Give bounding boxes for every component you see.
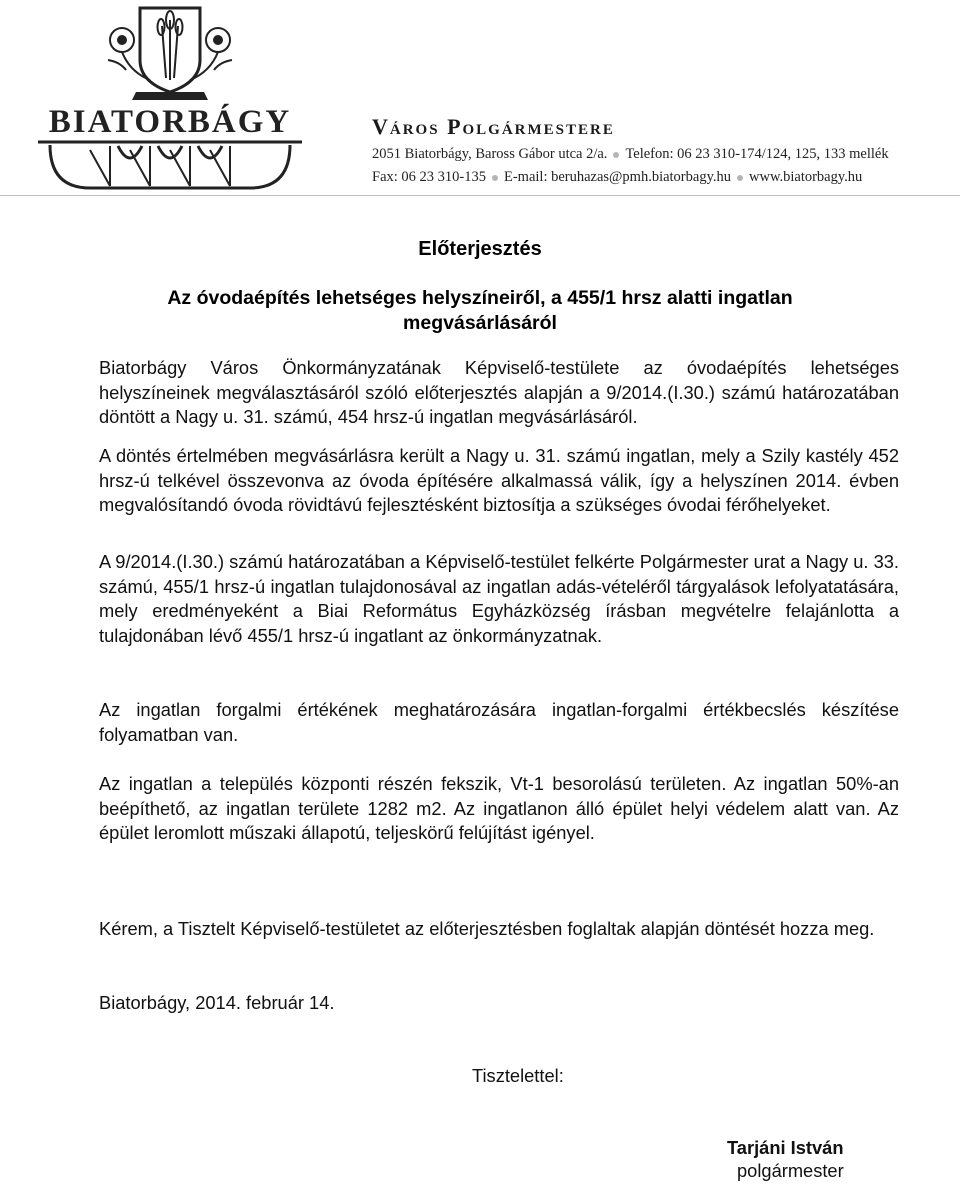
paragraph-valuation: Az ingatlan forgalmi értékének meghatározására ingatlan-forgalmi értékbecslés készítése folyamatban van. bbox=[99, 699, 899, 745]
contact-line-address bbox=[372, 146, 889, 163]
contact-line-fax bbox=[372, 169, 862, 186]
signer-title: polgármester bbox=[737, 1160, 844, 1181]
header-divider bbox=[0, 195, 960, 196]
city-logo bbox=[30, 0, 310, 195]
separator-dot-icon bbox=[613, 152, 619, 158]
document-date: Biatorbágy, 2014. február 14. bbox=[99, 992, 335, 1013]
coat-of-arms-icon bbox=[30, 0, 310, 195]
closing-text: Tisztelettel: bbox=[472, 1065, 564, 1086]
document-subtitle: Az óvodaépítés lehetséges helyszíneiről, a 455/1 hrsz alatti ingatlan megvásárlásáról bbox=[167, 287, 793, 334]
phone-text: Telefon: 06 23 310-174/124, 125, 133 mellék bbox=[625, 146, 889, 162]
fax-text: Fax: 06 23 310-135 bbox=[372, 169, 486, 185]
paragraph-negotiation: A 9/2014.(I.30.) számú határozatában a Képviselő-testület felkérte Polgármester urat a Nagy u. 33. számú, 455/1 hrsz-ú ingatlan tulajdonosával az ingatlan adás-vételéről tárgyalások lefolyatatására, mely eredményeként a Biai Református Egyházközség írásban megvételre felajánlotta a tulajdonában lévő 455/1 hrsz-ú ingatlant az önkormányzatnak. bbox=[99, 551, 899, 646]
document-title: Előterjesztés bbox=[418, 238, 542, 260]
signer-name: Tarjáni István bbox=[727, 1137, 844, 1158]
address-text: 2051 Biatorbágy, Baross Gábor utca 2/a. bbox=[372, 146, 608, 162]
email-link[interactable]: E-mail: beruhazas@pmh.biatorbagy.hu bbox=[503, 169, 732, 185]
separator-dot-icon bbox=[492, 175, 498, 181]
paragraph-purchase: A döntés értelmében megvásárlásra került a Nagy u. 31. számú ingatlan, mely a Szily kastély 452 hrsz-ú telkével összevonva az óvoda építésére alkalmassá válik, így a helyszínen 2014. évben megvalósítandó óvoda rövidtávú fejlesztésként biztosítja a szükséges óvodai férőhelyeket. bbox=[99, 445, 899, 515]
paragraph-property: Az ingatlan a település központi részén fekszik, Vt-1 besorolású területen. Az ingatlan 50%-an beépíthető, az ingatlan területe 1282 m2. Az ingatlanon álló épület helyi védelem alatt van. Az épület leromlott műszaki állapotú, teljeskörű felújítást igényel. bbox=[99, 773, 899, 843]
separator-dot-icon bbox=[737, 175, 743, 181]
paragraph-request: Kérem, a Tisztelt Képviselő-testületet az előterjesztésben foglaltak alapján döntését hozza meg. bbox=[99, 918, 875, 939]
website-link[interactable]: www.biatorbagy.hu bbox=[749, 169, 863, 185]
paragraph-decision: Biatorbágy Város Önkormányzatának Képviselő-testülete az óvodaépítés lehetséges helyszíneinek megválasztásáról szóló előterjesztés alapján a 9/2014.(I.30.) számú határozatában döntött a Nagy u. 31. számú, 454 hrsz-ú ingatlan megvásárlásáról. bbox=[99, 357, 899, 427]
logo-wordmark: BIATORBÁGY bbox=[48, 104, 292, 140]
office-title: Város Polgármestere bbox=[372, 114, 615, 139]
